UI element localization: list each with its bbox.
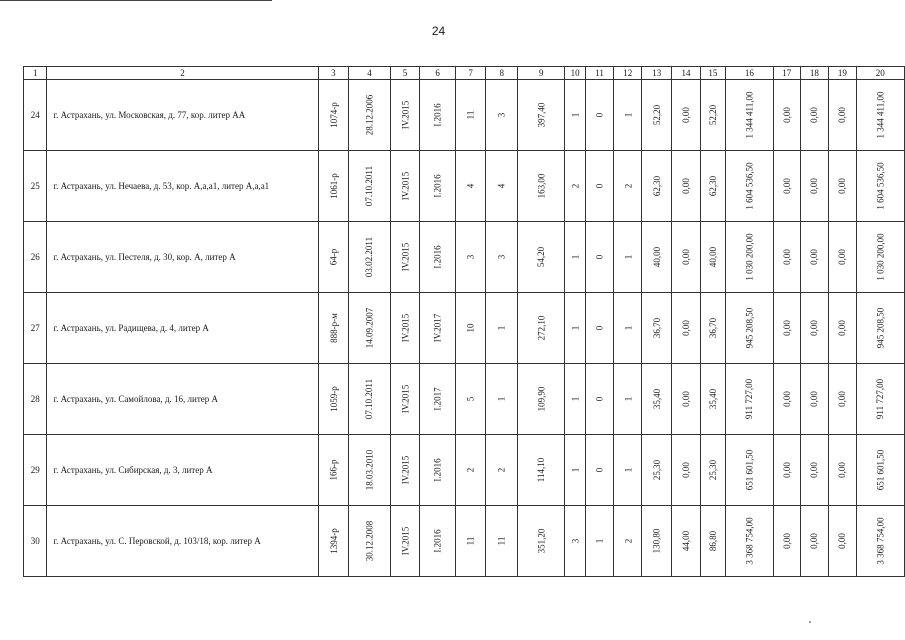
cell-value: 03.02.2011	[364, 236, 375, 278]
cell-value: I.2016	[432, 174, 443, 198]
cell-value: 3	[496, 112, 507, 118]
cell-col-3	[318, 506, 349, 577]
cell-value: 911 727,00	[875, 378, 886, 420]
cell-col-6	[420, 151, 456, 222]
cell-value: 1	[622, 467, 633, 473]
cell-value: 1	[622, 325, 633, 331]
cell-col-18	[800, 506, 829, 577]
cell-col-18	[800, 293, 829, 364]
cell-col-20	[856, 506, 904, 577]
table-row	[24, 80, 905, 151]
cell-value: 3	[570, 538, 581, 544]
cell-col-12	[614, 222, 642, 293]
cell-value: 30.12.2008	[364, 520, 375, 562]
row-number: 29	[24, 435, 47, 506]
cell-value: 0,00	[809, 249, 820, 265]
cell-col-17	[773, 151, 800, 222]
cell-col-3	[318, 364, 349, 435]
cell-col-7	[456, 293, 486, 364]
cell-value: 0,00	[837, 320, 848, 336]
column-header: 19	[829, 67, 857, 80]
cell-col-11	[585, 80, 613, 151]
cell-col-10	[565, 222, 586, 293]
cell-value: 166-р	[328, 459, 339, 481]
cell-value: 0,00	[809, 107, 820, 123]
cell-value: 25,30	[707, 459, 718, 481]
cell-col-5	[390, 293, 420, 364]
cell-value: 36,70	[707, 317, 718, 339]
cell-value: 1	[570, 467, 581, 473]
cell-col-15	[700, 506, 725, 577]
cell-value: 163,00	[536, 173, 547, 199]
column-header: 20	[856, 67, 904, 80]
cell-value: 0,00	[781, 107, 792, 123]
row-number: 24	[24, 80, 47, 151]
cell-col-13	[642, 80, 672, 151]
cell-value: 2	[496, 467, 507, 473]
cell-value: 28.12.2006	[364, 94, 375, 136]
cell-col-3	[318, 222, 349, 293]
cell-col-7	[456, 222, 486, 293]
cell-col-4	[349, 506, 391, 577]
cell-col-20	[856, 293, 904, 364]
cell-col-10	[565, 506, 586, 577]
cell-col-19	[829, 222, 857, 293]
cell-value: 1	[570, 112, 581, 118]
cell-value: 0,00	[681, 178, 692, 194]
cell-col-11	[585, 364, 613, 435]
cell-col-15	[700, 435, 725, 506]
cell-value: 11	[496, 536, 507, 546]
cell-value: 0,00	[681, 391, 692, 407]
cell-value: 888-р-м	[328, 313, 339, 343]
row-number: 25	[24, 151, 47, 222]
cell-value: 25,30	[651, 459, 662, 481]
cell-col-4	[349, 364, 391, 435]
cell-value: 1	[570, 325, 581, 331]
column-header: 12	[614, 67, 642, 80]
row-number: 26	[24, 222, 47, 293]
cell-value: 1061-р	[328, 173, 339, 199]
cell-value: 1394-р	[328, 528, 339, 554]
cell-col-4	[349, 80, 391, 151]
cell-value: 1 344 411,00	[744, 91, 755, 139]
cell-col-7	[456, 506, 486, 577]
cell-col-6	[420, 364, 456, 435]
table-row	[24, 435, 905, 506]
cell-col-19	[829, 151, 857, 222]
cell-col-19	[829, 364, 857, 435]
cell-value: 35,40	[707, 388, 718, 410]
cell-value: 4	[496, 183, 507, 189]
cell-value: 2	[465, 467, 476, 473]
cell-value: 0,00	[781, 178, 792, 194]
cell-value: I.2017	[432, 387, 443, 411]
cell-col-8	[486, 293, 518, 364]
cell-value: 0,00	[781, 249, 792, 265]
cell-col-5	[390, 435, 420, 506]
cell-col-19	[829, 506, 857, 577]
cell-value: IV.2017	[432, 313, 443, 343]
cell-col-9	[518, 435, 565, 506]
column-header: 1	[24, 67, 47, 80]
column-header: 2	[47, 67, 318, 80]
cell-value: 945 208,50	[744, 307, 755, 349]
cell-value: 3 368 754,00	[744, 517, 755, 565]
cell-col-13	[642, 293, 672, 364]
cell-col-13	[642, 506, 672, 577]
cell-col-20	[856, 222, 904, 293]
cell-col-8	[486, 364, 518, 435]
cell-value: 0,00	[681, 462, 692, 478]
cell-value: 0,00	[781, 320, 792, 336]
cell-col-15	[700, 293, 725, 364]
cell-col-19	[829, 80, 857, 151]
cell-col-12	[614, 80, 642, 151]
cell-col-15	[700, 80, 725, 151]
cell-col-10	[565, 435, 586, 506]
cell-value: 1	[594, 538, 605, 544]
cell-col-14	[672, 293, 701, 364]
cell-value: I.2016	[432, 103, 443, 127]
cell-col-9	[518, 293, 565, 364]
cell-col-5	[390, 364, 420, 435]
cell-value: I.2016	[432, 458, 443, 482]
cell-value: 0	[594, 112, 605, 118]
cell-col-9	[518, 151, 565, 222]
cell-col-20	[856, 364, 904, 435]
cell-col-20	[856, 151, 904, 222]
cell-value: 0,00	[837, 249, 848, 265]
column-header: 18	[800, 67, 829, 80]
cell-value: 4	[465, 183, 476, 189]
cell-value: 0,00	[781, 533, 792, 549]
cell-value: 0,00	[781, 462, 792, 478]
cell-value: 86,80	[707, 530, 718, 552]
cell-col-11	[585, 222, 613, 293]
cell-col-12	[614, 364, 642, 435]
cell-value: 0,00	[809, 320, 820, 336]
cell-col-7	[456, 435, 486, 506]
cell-col-17	[773, 80, 800, 151]
cell-col-11	[585, 506, 613, 577]
cell-value: IV.2015	[400, 100, 410, 130]
cell-value: 0	[594, 254, 605, 260]
cell-col-16	[725, 435, 773, 506]
column-header: 16	[725, 67, 773, 80]
cell-col-6	[420, 222, 456, 293]
cell-col-3	[318, 151, 349, 222]
cell-col-8	[486, 151, 518, 222]
cell-col-17	[773, 364, 800, 435]
cell-value: 64-р	[328, 248, 339, 266]
page-number: 24	[431, 24, 446, 38]
cell-value: 3 368 754,00	[875, 517, 886, 565]
cell-value: 07.10.2011	[364, 165, 375, 207]
cell-col-3	[318, 80, 349, 151]
cell-value: 0	[594, 325, 605, 331]
cell-value: IV.2015	[400, 384, 410, 414]
cell-value: 1 030 200,00	[744, 233, 755, 281]
address-cell: г. Астрахань, ул. Пестеля, д. 30, кор. А, литер А	[47, 222, 318, 293]
cell-col-11	[585, 151, 613, 222]
cell-value: 651 601,50	[744, 449, 755, 491]
cell-value: 62,30	[707, 175, 718, 197]
column-header: 8	[486, 67, 518, 80]
cell-col-8	[486, 435, 518, 506]
cell-col-6	[420, 293, 456, 364]
cell-value: 0,00	[837, 462, 848, 478]
address-cell: г. Астрахань, ул. С. Перовской, д. 103/18, кор. литер А	[47, 506, 318, 577]
cell-col-15	[700, 222, 725, 293]
cell-col-4	[349, 151, 391, 222]
cell-value: 0,00	[809, 533, 820, 549]
cell-value: 52,20	[651, 104, 662, 126]
cell-col-9	[518, 222, 565, 293]
cell-col-13	[642, 151, 672, 222]
cell-value: 0,00	[809, 391, 820, 407]
cell-value: 1	[622, 254, 633, 260]
address-cell: г. Астрахань, ул. Нечаева, д. 53, кор. А,а,а1, литер А,а,а1	[47, 151, 318, 222]
cell-col-10	[565, 80, 586, 151]
table-row	[24, 151, 905, 222]
cell-col-10	[565, 151, 586, 222]
cell-value: 54,20	[536, 246, 547, 268]
cell-value: 5	[465, 396, 476, 402]
cell-value: 3	[496, 254, 507, 260]
column-header: 14	[672, 67, 701, 80]
cell-col-14	[672, 435, 701, 506]
address-cell: г. Астрахань, ул. Сибирская, д. 3, литер А	[47, 435, 318, 506]
cell-value: 0,00	[809, 462, 820, 478]
cell-col-12	[614, 435, 642, 506]
cell-col-17	[773, 293, 800, 364]
cell-value: 07.10.2011	[364, 378, 375, 420]
cell-value: 1 030 200,00	[875, 233, 886, 281]
cell-value: 1	[496, 396, 507, 402]
cell-value: 1	[570, 254, 581, 260]
row-number: 28	[24, 364, 47, 435]
cell-col-7	[456, 364, 486, 435]
cell-col-5	[390, 506, 420, 577]
table-row	[24, 222, 905, 293]
cell-value: 35,40	[651, 388, 662, 410]
cell-value: 0,00	[781, 391, 792, 407]
cell-value: 1	[496, 325, 507, 331]
column-header: 17	[773, 67, 800, 80]
cell-value: 0,00	[681, 107, 692, 123]
cell-value: 911 727,00	[744, 378, 755, 420]
cell-col-6	[420, 435, 456, 506]
cell-value: 351,20	[536, 528, 547, 554]
cell-value: 109,90	[536, 386, 547, 412]
header-row	[24, 67, 905, 80]
cell-col-16	[725, 506, 773, 577]
cell-value: 0,00	[681, 320, 692, 336]
row-number: 27	[24, 293, 47, 364]
column-header: 13	[642, 67, 672, 80]
cell-value: 40,00	[651, 246, 662, 268]
cell-col-4	[349, 435, 391, 506]
cell-col-13	[642, 222, 672, 293]
cell-col-14	[672, 80, 701, 151]
cell-value: 0,00	[837, 178, 848, 194]
cell-col-16	[725, 151, 773, 222]
cell-value: 651 601,50	[875, 449, 886, 491]
cell-value: 0,00	[837, 391, 848, 407]
cell-value: IV.2015	[400, 455, 410, 485]
cell-col-8	[486, 506, 518, 577]
cell-value: 10	[465, 323, 476, 333]
cell-value: 1059-р	[328, 386, 339, 412]
cell-value: 1	[622, 396, 633, 402]
table-row	[24, 364, 905, 435]
table-row	[24, 293, 905, 364]
cell-col-11	[585, 293, 613, 364]
cell-value: IV.2015	[400, 526, 410, 556]
cell-col-14	[672, 222, 701, 293]
cell-col-18	[800, 364, 829, 435]
column-header: 7	[456, 67, 486, 80]
cell-col-4	[349, 293, 391, 364]
cell-value: 36,70	[651, 317, 662, 339]
cell-col-8	[486, 80, 518, 151]
cell-col-15	[700, 364, 725, 435]
cell-value: 11	[465, 110, 476, 120]
cell-value: 130,80	[651, 528, 662, 554]
column-header: 11	[585, 67, 613, 80]
cell-col-5	[390, 80, 420, 151]
cell-col-17	[773, 506, 800, 577]
cell-value: 11	[465, 536, 476, 546]
cell-col-11	[585, 435, 613, 506]
cell-value: 272,10	[536, 315, 547, 341]
cell-col-12	[614, 151, 642, 222]
cell-col-19	[829, 293, 857, 364]
cell-col-14	[672, 364, 701, 435]
table-row	[24, 506, 905, 577]
top-rule	[0, 0, 272, 1]
column-header: 4	[349, 67, 391, 80]
cell-col-5	[390, 151, 420, 222]
cell-col-13	[642, 364, 672, 435]
cell-col-18	[800, 435, 829, 506]
cell-col-16	[725, 222, 773, 293]
cell-value: 2	[570, 183, 581, 189]
column-header: 5	[390, 67, 420, 80]
cell-col-12	[614, 293, 642, 364]
cell-value: 1 344 411,00	[875, 91, 886, 139]
cell-col-19	[829, 435, 857, 506]
cell-col-7	[456, 151, 486, 222]
cell-col-16	[725, 293, 773, 364]
address-cell: г. Астрахань, ул. Самойлова, д. 16, литер А	[47, 364, 318, 435]
cell-value: 0	[594, 396, 605, 402]
cell-col-5	[390, 222, 420, 293]
cell-value: 0	[594, 467, 605, 473]
address-cell: г. Астрахань, ул. Московская, д. 77, кор. литер АА	[47, 80, 318, 151]
cell-value: 1	[622, 112, 633, 118]
row-number: 30	[24, 506, 47, 577]
cell-col-20	[856, 435, 904, 506]
cell-col-9	[518, 364, 565, 435]
cell-col-17	[773, 222, 800, 293]
cell-col-4	[349, 222, 391, 293]
column-header: 15	[700, 67, 725, 80]
cell-value: IV.2015	[400, 313, 410, 343]
address-cell: г. Астрахань, ул. Радищева, д. 4, литер А	[47, 293, 318, 364]
cell-value: 0,00	[837, 107, 848, 123]
cell-col-9	[518, 80, 565, 151]
cell-value: IV.2015	[400, 242, 410, 272]
cell-col-15	[700, 151, 725, 222]
cell-value: IV.2015	[400, 171, 410, 201]
cell-col-8	[486, 222, 518, 293]
cell-value: 2	[622, 183, 633, 189]
cell-col-16	[725, 364, 773, 435]
cell-value: 44,00	[681, 530, 692, 552]
cell-value: 18.03.2010	[364, 449, 375, 491]
column-header: 6	[420, 67, 456, 80]
cell-col-16	[725, 80, 773, 151]
cell-value: 2	[622, 538, 633, 544]
column-header: 3	[318, 67, 349, 80]
register-table	[23, 66, 905, 577]
cell-col-10	[565, 293, 586, 364]
cell-value: 114,10	[536, 457, 547, 483]
cell-col-9	[518, 506, 565, 577]
cell-col-13	[642, 435, 672, 506]
scan-speck	[809, 621, 811, 623]
cell-col-6	[420, 80, 456, 151]
cell-value: I.2016	[432, 245, 443, 269]
cell-value: 1 604 536,50	[875, 162, 886, 210]
cell-value: 1	[570, 396, 581, 402]
cell-col-3	[318, 293, 349, 364]
cell-value: 1 604 536,50	[744, 162, 755, 210]
cell-col-18	[800, 222, 829, 293]
cell-col-20	[856, 80, 904, 151]
cell-col-18	[800, 80, 829, 151]
cell-value: 0	[594, 183, 605, 189]
cell-value: 3	[465, 254, 476, 260]
column-header: 9	[518, 67, 565, 80]
cell-value: 62,30	[651, 175, 662, 197]
cell-value: 0,00	[837, 533, 848, 549]
cell-col-14	[672, 506, 701, 577]
cell-value: 397,40	[536, 102, 547, 128]
cell-col-6	[420, 506, 456, 577]
cell-value: 945 208,50	[875, 307, 886, 349]
cell-value: 0,00	[809, 178, 820, 194]
cell-value: 14.09.2007	[364, 307, 375, 349]
cell-value: I.2016	[432, 529, 443, 553]
column-header: 10	[565, 67, 586, 80]
cell-value: 40,00	[707, 246, 718, 268]
cell-col-17	[773, 435, 800, 506]
cell-col-10	[565, 364, 586, 435]
cell-col-14	[672, 151, 701, 222]
cell-col-18	[800, 151, 829, 222]
cell-value: 1074-р	[328, 102, 339, 128]
cell-col-7	[456, 80, 486, 151]
cell-value: 52,20	[707, 104, 718, 126]
cell-col-3	[318, 435, 349, 506]
cell-value: 0,00	[681, 249, 692, 265]
cell-col-12	[614, 506, 642, 577]
